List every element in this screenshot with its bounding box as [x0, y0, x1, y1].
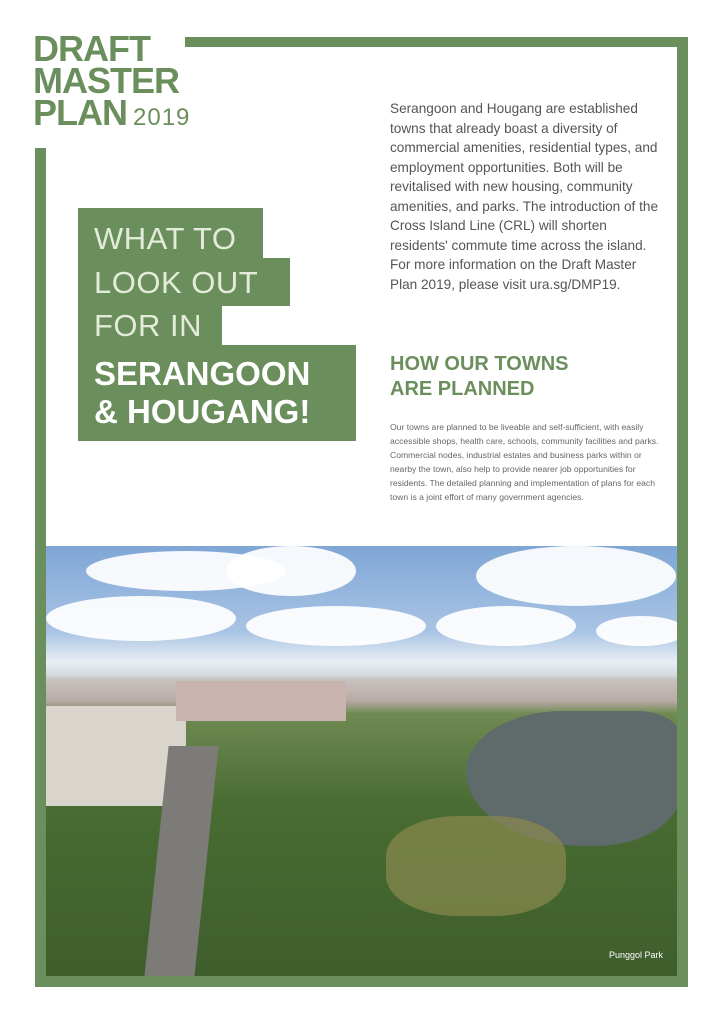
cloud — [46, 596, 236, 641]
title-line: SERANGOON — [94, 355, 311, 392]
intro-paragraph: Serangoon and Hougang are established towns that already boast a diversity of commercial amenities, residential types, and employment opportunities. Both will be revitalised with new housing, community amenities, and parks. The introduction of the Cross Island Line (CRL) will shorten residents' commute time across the island. For more information on the Draft Master Plan 2019, please visit ura.sg/DMP19. — [390, 101, 659, 292]
section-body: Our towns are planned to be liveable and self-sufficient, with easily accessible shops, health care, schools, community facilities and parks. Commercial nodes, industrial estates and business parks within or nearby the town, also help to provide nearer job opportunities for residents. The detailed planning and implementation of plans for each town is a joint effort of many government agencies. — [390, 422, 659, 502]
title-line: WHAT TO — [94, 221, 237, 256]
logo — [33, 28, 191, 134]
frame-right — [677, 37, 688, 987]
photo-caption: Punggol Park — [608, 950, 663, 960]
cloud — [476, 546, 676, 606]
aerial-photo — [46, 546, 677, 976]
heading-line: HOW OUR TOWNS — [390, 353, 569, 375]
heading-line: ARE PLANNED — [390, 378, 535, 400]
buildings — [176, 681, 346, 721]
frame-top — [185, 37, 688, 47]
cloud — [246, 606, 426, 646]
cloud — [436, 606, 576, 646]
cloud — [226, 546, 356, 596]
section-heading — [390, 352, 650, 402]
logo-line: DRAFT — [33, 28, 150, 69]
logo-line: MASTER — [33, 60, 179, 101]
grass — [386, 816, 566, 916]
logo-year: 2019 — [133, 104, 191, 131]
title-line: & HOUGANG! — [94, 393, 311, 430]
cloud — [596, 616, 677, 646]
frame-left — [35, 148, 46, 987]
logo-line: PLAN — [33, 92, 127, 133]
title-line: FOR IN — [94, 308, 203, 343]
frame-bottom — [35, 976, 688, 987]
title-line: LOOK OUT — [94, 265, 259, 300]
